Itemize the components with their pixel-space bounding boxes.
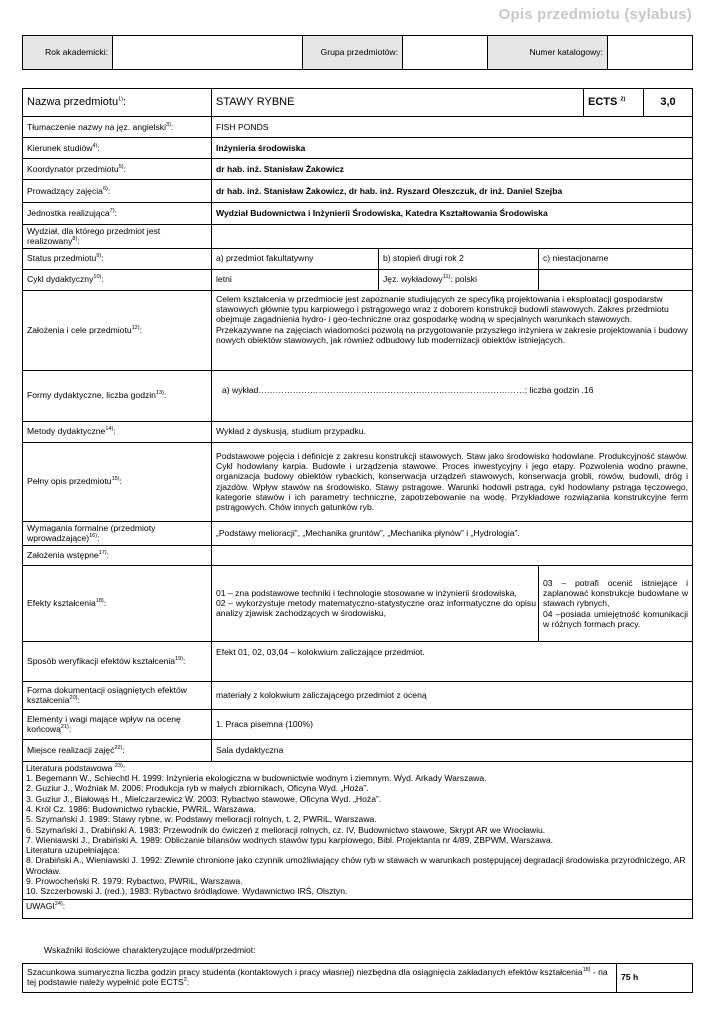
nazwa-przedmiotu-value: STAWY RYBNE (212, 89, 584, 117)
grupa-przedmiotow-field[interactable] (403, 36, 488, 70)
forma-dok-label: Forma dokumentacji osiągniętych efektów kształcenia$^{20)}$: (23, 681, 212, 709)
zalozenia-wstepne-value (212, 545, 693, 565)
koordynator-value: dr hab. inż. Stanisław Żakowicz (212, 159, 693, 180)
cykl-value: letni (212, 269, 379, 290)
literatura-cell (23, 761, 693, 899)
literatura-item: 1. Begemann W., Schiechtl H. 1999: Inżynieria ekologiczna w budownictwie wodnym i ziemnym. Wyd. Arkady Warszawa. (26, 772, 487, 783)
ects-value: 3,0 (644, 89, 693, 117)
wymagania-value: „Podstawy melioracji”, „Mechanika gruntów”, „Mechanika płynów” i „Hydrologia”. (212, 521, 693, 545)
literatura-list (26, 773, 689, 897)
kierunek-value: Inżynieria środowiska (212, 138, 693, 159)
miejsce-value: Sala dydaktyczna (212, 739, 693, 761)
formy-value: a) wykład…………………………………………………………………………………; liczba godzin .16 (212, 370, 693, 421)
uwagi-cell: UWAGI$^{24)}$: (23, 899, 693, 918)
prowadzacy-value: dr hab. inż. Stanisław Żakowicz, dr hab. inż. Ryszard Oleszczuk, dr inż. Daniel Szejba (212, 180, 693, 203)
jednostka-label: Jednostka realizująca$^{7)}$: (23, 203, 212, 225)
zalozenia-wstepne-label: Założenia wstępne$^{17)}$: (23, 545, 212, 565)
pelny-opis-value: Podstawowe pojęcia i definicje z zakresu konstrukcji stawowych. Staw jako środowisko hodowlane. Produkcyjność stawów. Cykl hodowlany karpia. Budowle i urządzenia stawowe. Proces inwestycyjny i jego etapy. Pozwolenia wodno prawne, organizacja budowy obiektów rybackich, konserwacja urządzeń stawowych, konserwacja grobli, rowów, budowli, dróg i zjazdów. Wpływ stawów na środowisko. Stawy pstrągowe. Warunki hodowli pstrąga, cykl hodowlany pstrąga tęczowego, kategorie stawów i ich parametry techniczne, zapotrzebowanie na wodę. Przykładowe rozwiązania konstrukcyjne ferm pstrągowych. Chów innych gatunków ryb. (212, 442, 693, 521)
rok-akademicki-label: Rok akademicki: (23, 36, 113, 70)
szacunkowa-table (22, 963, 693, 993)
szacunkowa-value: 75 h (617, 964, 693, 993)
cykl-label: Cykl dydaktyczny$^{10)}$: (23, 269, 212, 290)
ects-label: ECTS $^{2)}$ (584, 89, 644, 117)
elementy-label: Elementy i wagi mające wpływ na ocenę końcową$^{21)}$: (23, 709, 212, 739)
literatura-item: 3. Guziur J., Białowąs H., Mielczarzewicz W. 2003: Rybactwo stawowe, Oficyna Wyd. „Hoża”. (26, 793, 382, 804)
efekty-label: Efekty kształcenia$^{18)}$: (23, 565, 212, 641)
status-c: c) niestacjonarne (539, 248, 693, 269)
wskazniki-heading: Wskaźniki ilościowe charakteryzujące moduł/przedmiot: (44, 945, 256, 955)
miejsce-label: Miejsce realizacji zajęć$^{22)}$: (23, 739, 212, 761)
syllabus-table (22, 116, 693, 919)
nazwa-przedmiotu-label: Nazwa przedmiotu$^{1)}$: (23, 89, 212, 117)
literatura-item: 7. Wieniawski J., Drabiński A. 1989: Obliczanie bilansów wodnych stawów typu karpiowego, Bibl. Projektanta nr 4/89, ZBPWM, Warszawa. (26, 834, 553, 845)
forma-dok-value: materiały z kolokwium zaliczającego przedmiot z oceną (212, 681, 693, 709)
page-header-title: Opis przedmiotu (sylabus) (498, 6, 692, 23)
kierunek-label: Kierunek studiów$^{4)}$: (23, 138, 212, 159)
zalozenia-label: Założenia i cele przedmiotu$^{12)}$: (23, 290, 212, 370)
pelny-opis-label: Pełny opis przedmiotu$^{15)}$: (23, 442, 212, 521)
literatura-item: 5. Szymański J. 1989: Stawy rybne, w: Podstawy melioracji rolnych, t. 2, PWRiL, Warszawa. (26, 814, 377, 825)
literatura-heading: Literatura podstawowa $^{23)}$: (26, 762, 126, 773)
metody-label: Metody dydaktyczne$^{14)}$: (23, 421, 212, 442)
metody-value: Wykład z dyskusją, studium przypadku. (212, 421, 693, 442)
status-b: b) stopień drugi rok 2 (379, 248, 539, 269)
prowadzacy-label: Prowadzący zajęcia$^{6)}$: (23, 180, 212, 203)
literatura-item: 4. Król Cz. 1986: Budownictwo rybackie, PWRiL, Warszawa. (26, 803, 256, 814)
rok-akademicki-field[interactable] (113, 36, 303, 70)
formy-label: Formy dydaktyczne, liczba godzin$^{13)}$: (23, 370, 212, 421)
cykl-empty (539, 269, 693, 290)
wydzial-value (212, 225, 693, 249)
top-info-table (22, 35, 693, 70)
koordynator-label: Koordynator przedmiotu$^{5)}$: (23, 159, 212, 180)
status-a: a) przedmiot fakultatywny (212, 248, 379, 269)
literatura-item: 10. Szczerbowski J. (red.), 1983: Rybactwo śródlądowe. Wydawnictwo IRŚ, Olsztyn. (26, 886, 348, 897)
jednostka-value: Wydział Budownictwa i Inżynierii Środowiska, Katedra Kształtowania Środowiska (212, 203, 693, 225)
tlumaczenie-value: FISH PONDS (212, 117, 693, 138)
status-label: Status przedmiotu$^{9)}$: (23, 248, 212, 269)
sposob-label: Sposób weryfikacji efektów kształcenia$^{19)}$: (23, 641, 212, 681)
numer-katalogowy-label: Numer katalogowy: (488, 36, 608, 70)
literatura-item: 6. Szymański J., Drabiński A. 1983: Przewodnik do ćwiczeń z melioracji rolnych, cz. IV, Budownictwo stawowe, Skrypt AR we Wrocławiu. (26, 824, 546, 835)
numer-katalogowy-field[interactable] (608, 36, 693, 70)
efekty-left: 01 – zna podstawowe techniki i technologie stosowane w inżynierii środowiska, 02 – wykorzystuje metody matematyczno-statystyczne oraz informatyczne do opisu analizy zjawisk zachodzących w środowisku, (212, 565, 539, 641)
zalozenia-value: Celem kształcenia w przedmiocie jest zapoznanie studiujących ze specyfiką projektowania i eksploatacji gospodarstw stawowych głównie typu karpiowego i pstrągowego wraz z doborem konstrukcji budowli stawowych. Zakres przedmiotu obejmuje zagadnienia hydro- i geo-techniczne oraz gospodarkę wodną w specjalnych warunkach stawowych. Przekazywane na zajęciach wiadomości pozwolą na przygotowanie przyszłego inżyniera w zakresie projektowania i budowy nowych obiektów stawowych, jak również odbudowy lub modernizacji obiektów istniejących. (212, 290, 693, 370)
literatura-item: Literatura uzupełniająca: (26, 845, 120, 856)
jezyk-wykladowy: Jęz. wykładowy$^{11)}$: polski (379, 269, 539, 290)
literatura-item: 2. Guziur J., Woźniak M. 2006: Produkcja ryb w małych zbiornikach, Oficyna Wyd. „Hoża”. (26, 783, 369, 794)
literatura-item: 8. Drabiński A., Wieniawski J. 1992: Zlewnie chronione jako czynnik umożliwiający chów ryb w stawach w warunkach postępującej degradacji środowiska przyrodniczego, AR Wrocław. (26, 855, 686, 876)
efekty-right: 03 – potrafi ocenić istniejące i zaplanować konstrukcje budowlane w stawach rybnych, 04 –posiada umiejętność komunikacji w różnych formach pracy. (539, 565, 693, 641)
wymagania-label: Wymagania formalne (przedmioty wprowadzające)$^{16)}$: (23, 521, 212, 545)
szacunkowa-text: Szacunkowa sumaryczna liczba godzin pracy studenta (kontaktowych i pracy własnej) niezbędna dla osiągnięcia zakładanych efektów kształcenia$^{18)}$ - na tej podstawie należy wypełnić pole ECTS$^2$: (23, 964, 617, 993)
nazwa-table (22, 88, 693, 117)
elementy-value: 1. Praca pisemna (100%) (212, 709, 693, 739)
grupa-przedmiotow-label: Grupa przedmiotów: (303, 36, 403, 70)
tlumaczenie-label: Tłumaczenie nazwy na jęz. angielski$^{3)}$: (23, 117, 212, 138)
literatura-item: 9. Prowocheński R. 1979: Rybactwo, PWRiL, Warszawa. (26, 876, 243, 887)
wydzial-label: Wydział, dla którego przedmiot jest realizowany$^{8)}$: (23, 225, 212, 249)
sposob-value: Efekt 01, 02, 03,04 – kolokwium zaliczające przedmiot. (212, 641, 693, 681)
